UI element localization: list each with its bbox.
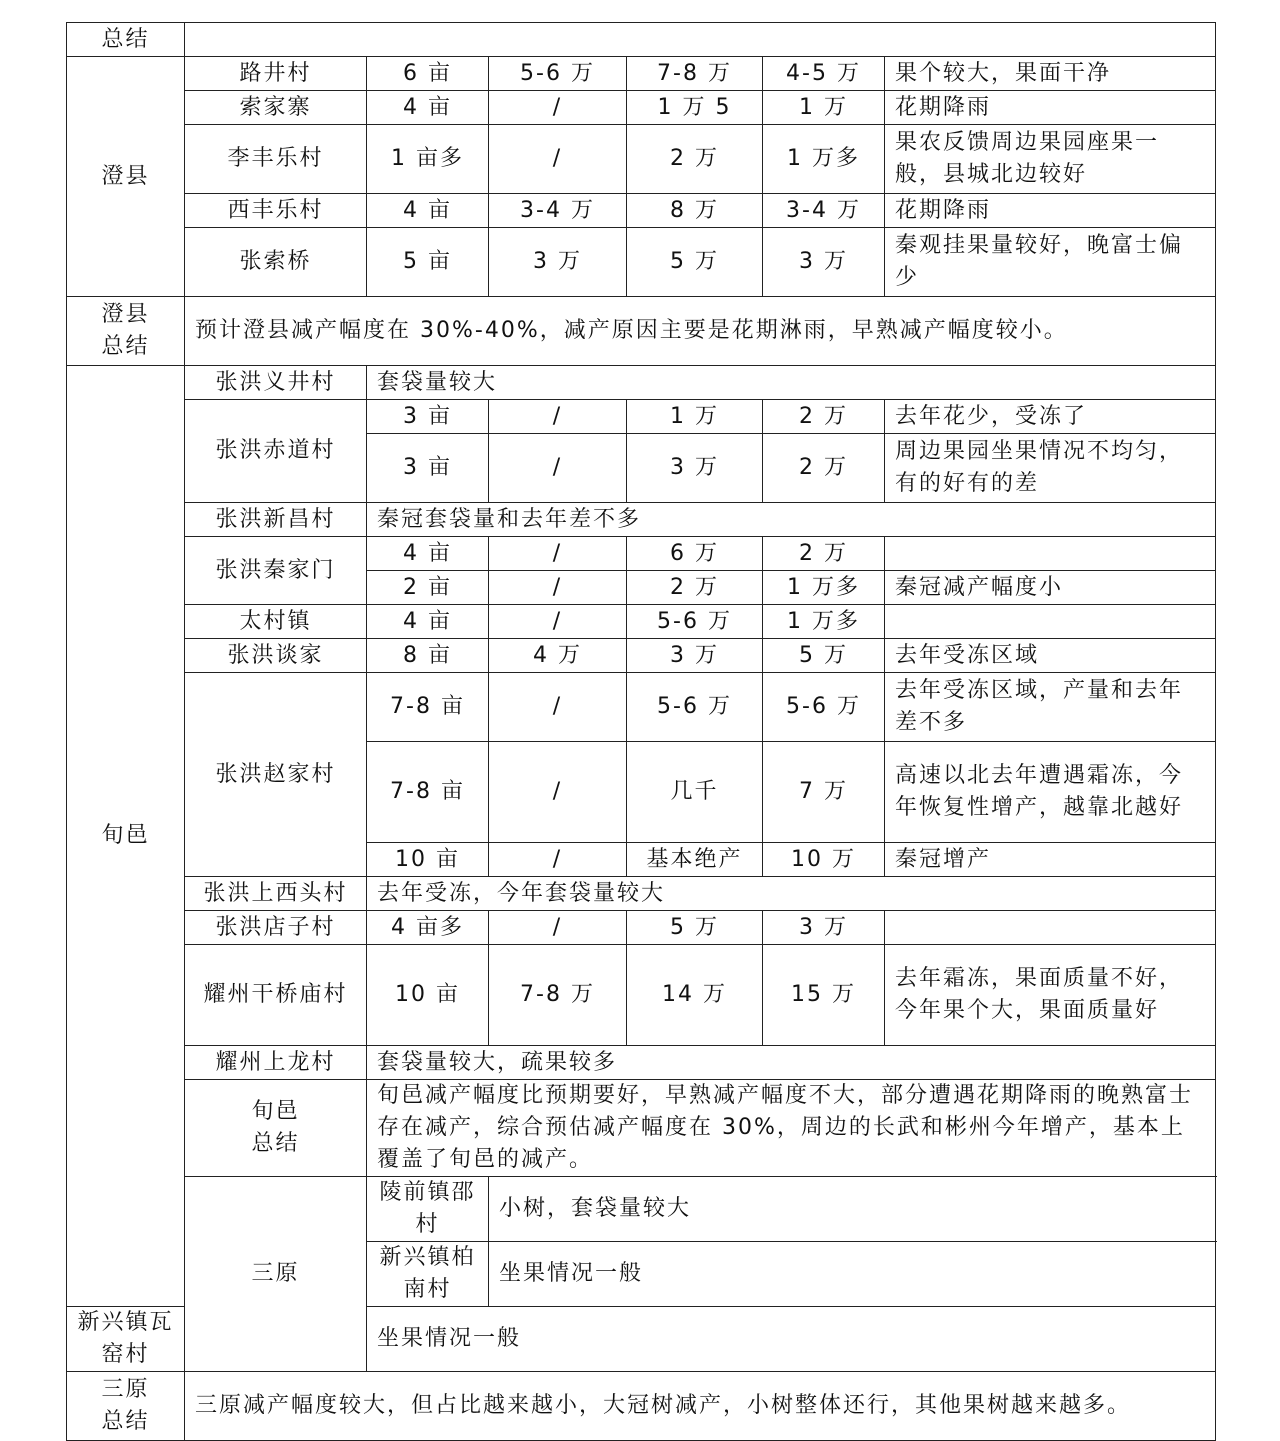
summary-label: 总结 (67, 23, 185, 57)
value-cell: 3-4 万 (489, 194, 627, 228)
area-cell: 4 亩多 (367, 911, 489, 945)
note-cell: 小树，套袋量较大 (489, 1177, 1216, 1242)
value-cell: / (489, 843, 627, 877)
table-row (67, 366, 1216, 400)
value-cell: 3-4 万 (763, 194, 885, 228)
table-row (67, 639, 1216, 673)
table-row (67, 503, 1216, 537)
value-cell: 2 万 (763, 400, 885, 434)
orchard-survey-table (66, 22, 1216, 1441)
table-row (67, 91, 1216, 125)
value-cell: 1 万 (763, 91, 885, 125)
village-cell: 张洪秦家门 (185, 537, 367, 605)
table-row (67, 194, 1216, 228)
value-cell: 5-6 万 (489, 57, 627, 91)
value-cell: 7-8 万 (489, 945, 627, 1046)
value-cell: 5 万 (627, 911, 763, 945)
value-cell: 4-5 万 (763, 57, 885, 91)
table-row (67, 945, 1216, 1046)
value-cell: 7-8 万 (627, 57, 763, 91)
value-cell: 1 万多 (763, 605, 885, 639)
table-row (67, 877, 1216, 911)
summary-row-chengxian (67, 297, 1216, 366)
note-cell (885, 605, 1216, 639)
note-cell: 周边果园坐果情况不均匀，有的好有的差 (885, 434, 1216, 503)
summary-row-top (67, 23, 1216, 57)
area-cell: 6 亩 (367, 57, 489, 91)
village-cell: 张洪义井村 (185, 366, 367, 400)
table-row (67, 537, 1216, 571)
value-cell: / (489, 537, 627, 571)
value-cell: 4 万 (489, 639, 627, 673)
area-cell: 4 亩 (367, 605, 489, 639)
area-cell: 2 亩 (367, 571, 489, 605)
value-cell: 2 万 (627, 125, 763, 194)
area-cell: 1 亩多 (367, 125, 489, 194)
value-cell: 5-6 万 (627, 605, 763, 639)
value-cell: / (489, 673, 627, 742)
village-cell: 张洪赵家村 (185, 673, 367, 877)
value-cell: 1 万 5 (627, 91, 763, 125)
note-cell: 秦冠增产 (885, 843, 1216, 877)
area-cell: 8 亩 (367, 639, 489, 673)
summary-row-xunyi (67, 1080, 1216, 1177)
summary-label: 旬邑 总结 (185, 1080, 367, 1177)
summary-text: 三原减产幅度较大，但占比越来越小，大冠树减产，小树整体还行，其他果树越来越多。 (185, 1372, 1216, 1441)
note-cell: 去年霜冻，果面质量不好，今年果个大，果面质量好 (885, 945, 1216, 1046)
value-cell: 6 万 (627, 537, 763, 571)
area-cell: 3 亩 (367, 400, 489, 434)
value-cell: 2 万 (627, 571, 763, 605)
note-cell (885, 911, 1216, 945)
village-cell: 陵前镇邵村 (367, 1177, 489, 1242)
value-cell: 3 万 (627, 639, 763, 673)
value-cell: 2 万 (763, 537, 885, 571)
note-cell: 花期降雨 (885, 194, 1216, 228)
village-cell: 路井村 (185, 57, 367, 91)
value-cell: / (489, 571, 627, 605)
value-cell: 15 万 (763, 945, 885, 1046)
note-cell: 秦冠减产幅度小 (885, 571, 1216, 605)
table-row (67, 1046, 1216, 1080)
area-cell: 7-8 亩 (367, 742, 489, 843)
value-cell: 5-6 万 (763, 673, 885, 742)
summary-label: 三原 总结 (67, 1372, 185, 1441)
note-cell: 套袋量较大 (367, 366, 1216, 400)
village-cell: 西丰乐村 (185, 194, 367, 228)
village-cell: 张洪新昌村 (185, 503, 367, 537)
note-cell (885, 537, 1216, 571)
value-cell: 基本绝产 (627, 843, 763, 877)
value-cell: 5-6 万 (627, 673, 763, 742)
value-cell: / (489, 400, 627, 434)
region-cell-chengxian: 澄县 (67, 57, 185, 297)
value-cell: / (489, 911, 627, 945)
area-cell: 7-8 亩 (367, 673, 489, 742)
value-cell: 3 万 (489, 228, 627, 297)
village-cell: 耀州干桥庙村 (185, 945, 367, 1046)
table-row (67, 228, 1216, 297)
area-cell: 10 亩 (367, 843, 489, 877)
value-cell: 5 万 (627, 228, 763, 297)
table-row (67, 57, 1216, 91)
note-cell: 秦冠套袋量和去年差不多 (367, 503, 1216, 537)
area-cell: 4 亩 (367, 537, 489, 571)
note-cell: 去年花少，受冻了 (885, 400, 1216, 434)
summary-text (185, 23, 1216, 57)
note-cell: 秦观挂果量较好，晚富士偏少 (885, 228, 1216, 297)
value-cell: 10 万 (763, 843, 885, 877)
village-cell: 张洪谈家 (185, 639, 367, 673)
area-cell: 4 亩 (367, 194, 489, 228)
note-cell: 去年受冻，今年套袋量较大 (367, 877, 1216, 911)
village-cell: 新兴镇瓦窑村 (67, 1307, 185, 1372)
note-cell: 果农反馈周边果园座果一般，县城北边较好 (885, 125, 1216, 194)
village-cell: 耀州上龙村 (185, 1046, 367, 1080)
table-row (67, 125, 1216, 194)
note-cell: 去年受冻区域 (885, 639, 1216, 673)
value-cell: 1 万多 (763, 571, 885, 605)
note-cell: 高速以北去年遭遇霜冻，今年恢复性增产，越靠北越好 (885, 742, 1216, 843)
summary-text: 旬邑减产幅度比预期要好，早熟减产幅度不大，部分遭遇花期降雨的晚熟富士存在减产，综合预估减产幅度在 30%，周边的长武和彬州今年增产，基本上覆盖了旬邑的减产。 (367, 1080, 1216, 1177)
value-cell: / (489, 125, 627, 194)
value-cell: 2 万 (763, 434, 885, 503)
table-row (67, 605, 1216, 639)
value-cell: 1 万多 (763, 125, 885, 194)
village-cell: 张洪赤道村 (185, 400, 367, 503)
table-row (67, 673, 1216, 742)
table-row (67, 1177, 1216, 1242)
note-cell: 坐果情况一般 (489, 1242, 1216, 1307)
village-cell: 新兴镇柏南村 (367, 1242, 489, 1307)
village-cell: 李丰乐村 (185, 125, 367, 194)
value-cell: 8 万 (627, 194, 763, 228)
value-cell: 1 万 (627, 400, 763, 434)
area-cell: 3 亩 (367, 434, 489, 503)
value-cell: / (489, 91, 627, 125)
value-cell: / (489, 605, 627, 639)
value-cell: / (489, 742, 627, 843)
note-cell: 套袋量较大，疏果较多 (367, 1046, 1216, 1080)
village-cell: 张洪店子村 (185, 911, 367, 945)
value-cell: / (489, 434, 627, 503)
summary-text: 预计澄县减产幅度在 30%-40%，减产原因主要是花期淋雨，早熟减产幅度较小。 (185, 297, 1216, 366)
village-cell: 张索桥 (185, 228, 367, 297)
table-row (67, 911, 1216, 945)
value-cell: 3 万 (763, 228, 885, 297)
value-cell: 3 万 (763, 911, 885, 945)
region-cell-xunyi: 旬邑 (67, 366, 185, 1307)
note-cell: 去年受冻区域，产量和去年差不多 (885, 673, 1216, 742)
note-cell: 果个较大，果面干净 (885, 57, 1216, 91)
note-cell: 坐果情况一般 (367, 1307, 1216, 1372)
area-cell: 5 亩 (367, 228, 489, 297)
village-cell: 张洪上西头村 (185, 877, 367, 911)
value-cell: 14 万 (627, 945, 763, 1046)
value-cell: 几千 (627, 742, 763, 843)
region-cell-sanyuan: 三原 (185, 1177, 367, 1372)
village-cell: 索家寨 (185, 91, 367, 125)
table-row (67, 400, 1216, 434)
village-cell: 太村镇 (185, 605, 367, 639)
area-cell: 4 亩 (367, 91, 489, 125)
value-cell: 7 万 (763, 742, 885, 843)
value-cell: 5 万 (763, 639, 885, 673)
area-cell: 10 亩 (367, 945, 489, 1046)
summary-row-sanyuan (67, 1372, 1216, 1441)
note-cell: 花期降雨 (885, 91, 1216, 125)
value-cell: 3 万 (627, 434, 763, 503)
summary-label: 澄县 总结 (67, 297, 185, 366)
